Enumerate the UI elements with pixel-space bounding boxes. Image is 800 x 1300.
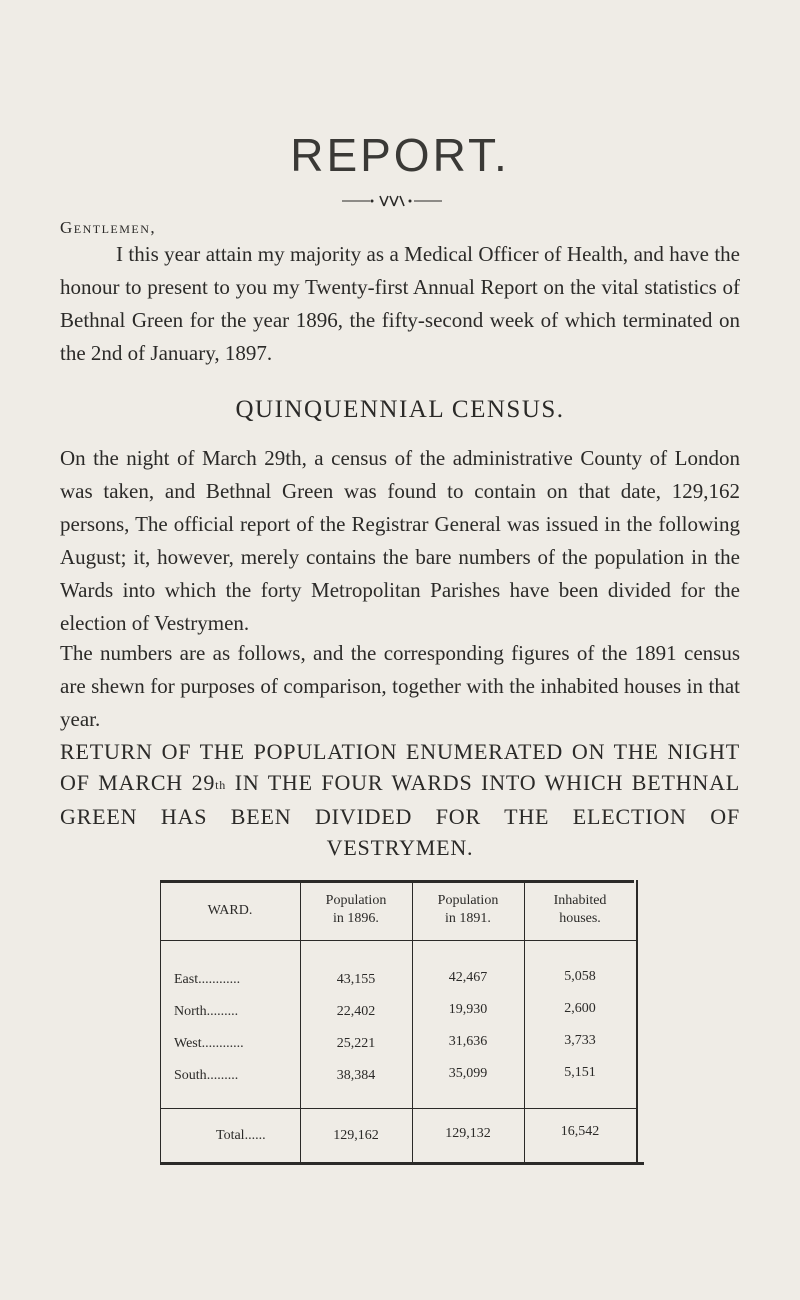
table-cell-houses: 5,151 [564,1065,596,1080]
ward-leader: ............ [198,972,241,987]
total-pop1896: 129,162 [333,1128,379,1143]
table-cell-pop1896: 22,402 [336,1004,376,1019]
ward-name: East [174,972,199,987]
table-row-ward [174,1068,298,1084]
header-houses-line1: Inhabited [553,893,607,908]
return-title-part1: RETURN OF THE POPULATION ENUMERATED ON THE NIGHT OF MARCH 29 [60,739,740,795]
header-ward: WARD. [207,903,253,918]
table-cell-pop1896: 38,384 [336,1068,376,1083]
total-houses: 16,542 [560,1124,600,1139]
header-rule [160,940,636,941]
table-bottom-rule [160,1162,644,1165]
header-pop1891-line2: in 1891. [445,911,491,926]
table-top-rule [160,880,634,883]
report-title: REPORT. [290,129,510,181]
ward-name: South [174,1068,207,1083]
table-cell-pop1891: 19,930 [448,1002,488,1017]
salutation: Gentlemen, [60,218,157,237]
total-leader: ...... [244,1128,266,1143]
table-row-ward [174,1004,298,1020]
ward-leader: ......... [206,1068,239,1083]
ward-name: North [174,1004,207,1019]
table-cell-pop1891: 42,467 [448,970,488,985]
table-cell-houses: 3,733 [564,1033,596,1048]
table-row-ward [174,972,298,988]
header-pop1896-line1: Population [325,893,387,908]
header-pop1891-line1: Population [437,893,499,908]
ward-leader: ............ [201,1036,244,1051]
return-title-part2: IN THE FOUR WARDS INTO WHICH BETHNAL GREEN HAS BEEN DIVIDED FOR THE ELECTION OF VESTRYMEN. [60,770,740,860]
table-cell-pop1896: 25,221 [336,1036,376,1051]
ornament-divider-icon [342,194,442,208]
total-rule [160,1108,636,1109]
population-table [172,880,640,1165]
table-cell-houses: 5,058 [564,969,596,984]
table-cell-houses: 2,600 [564,1001,596,1016]
comparison-paragraph: The numbers are as follows, and the corresponding figures of the 1891 census are shewn for purposes of comparison, together with the inhabited houses in that year. [60,641,740,731]
return-title [60,736,740,863]
table-right-rule [636,880,638,1164]
header-pop1896-line2: in 1896. [333,911,379,926]
ward-name: West [174,1036,202,1051]
total-name: Total [216,1128,245,1143]
return-title-superscript: th [215,778,227,792]
intro-paragraph: I this year attain my majority as a Medical Officer of Health, and have the honour to present to you my Twenty-first Annual Report on the vital statistics of Bethnal Green for the year 1896, the fifty-second week of which terminated on the 2nd of January, 1897. [60,242,740,365]
total-label [216,1128,300,1144]
ward-leader: ......... [206,1004,239,1019]
table-cell-pop1896: 43,155 [336,972,376,987]
table-row-ward [174,1036,298,1052]
table-cell-pop1891: 35,099 [448,1066,488,1081]
table-left-rule [160,880,161,1164]
header-houses-line2: houses. [559,911,601,926]
section-heading: QUINQUENNIAL CENSUS. [235,396,565,423]
total-pop1891: 129,132 [445,1126,491,1141]
census-paragraph: On the night of March 29th, a census of the administrative County of London was taken, and Bethnal Green was found to contain on that date, 129,162 persons, The official report of the Registrar General was issued in the following August; it, however, merely contains the bare numbers of the population in the Wards into which the forty Metropolitan Parishes have been divided for the election of Vestrymen. [60,446,740,635]
table-cell-pop1891: 31,636 [448,1034,488,1049]
